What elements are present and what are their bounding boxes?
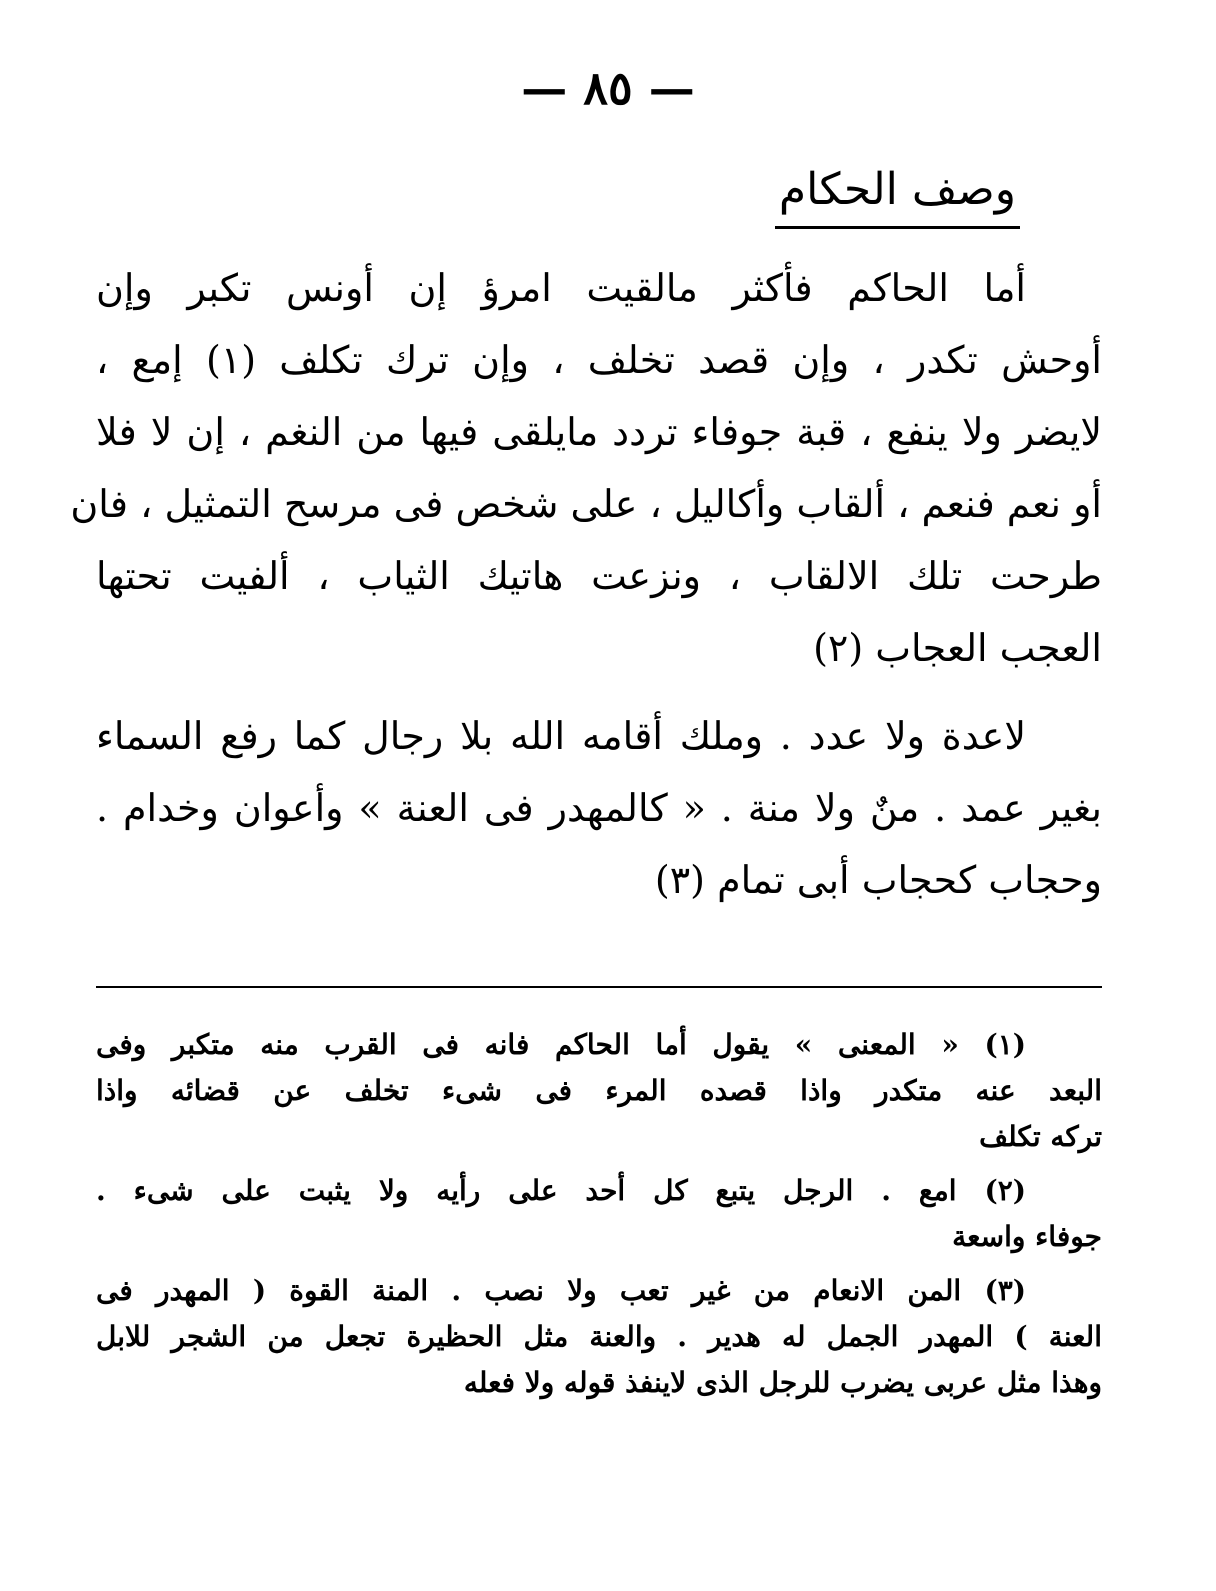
footnote-line: العنة ) المهدر الجمل له هدير . والعنة مثل الحظيرة تجعل من الشجر للابل — [96, 1320, 1102, 1353]
footnote-line: (٣) المن الانعام من غير تعب ولا نصب . المنة القوة ( المهدر فى — [96, 1274, 1026, 1307]
footnote-line: (١) « المعنى » يقول أما الحاكم فانه فى القرب منه متكبر وفى — [96, 1028, 1026, 1061]
paragraph-2 — [96, 700, 1102, 916]
footnote-line: تركه تكلف — [979, 1120, 1102, 1153]
footnotes — [96, 1022, 1102, 1406]
footnote-line: جوفاء واسعة — [952, 1220, 1102, 1253]
paragraph-1 — [70, 252, 1102, 684]
footnote-2 — [96, 1168, 1102, 1260]
text-line: وحجاب كحجاب أبى تمام (٣) — [654, 858, 1102, 902]
page-number: — ٨٥ — — [521, 61, 695, 115]
footnote-line: البعد عنه متكدر واذا قصده المرء فى شىء تخلف عن قضائه واذا — [96, 1074, 1102, 1107]
text-line: العجب العجاب (٢) — [813, 626, 1102, 670]
footnote-separator — [96, 986, 1102, 988]
footnote-1 — [96, 1022, 1102, 1160]
text-line: طرحت تلك الالقاب ، ونزعت هاتيك الثياب ، ألفيت تحتها — [96, 554, 1102, 598]
text-line: بغير عمد . منٌ ولا منة . « كالمهدر فى العنة » وأعوان وخدام . — [96, 786, 1102, 830]
section-title: وصف الحكام — [775, 160, 1020, 229]
text-line: لاعدة ولا عدد . وملك أقامه الله بلا رجال كما رفع السماء — [96, 714, 1026, 758]
footnote-line: وهذا مثل عربى يضرب للرجل الذى لاينفذ قوله ولا فعله — [463, 1366, 1102, 1399]
text-line: أوحش تكدر ، وإن قصد تخلف ، وإن ترك تكلف (١) إمع ، — [96, 338, 1102, 382]
text-line: أو نعم فنعم ، ألقاب وأكاليل ، على شخص فى مرسح التمثيل ، فان — [70, 482, 1102, 526]
text-line: لايضر ولا ينفع ، قبة جوفاء تردد مايلقى فيها من النغم ، إن لا فلا — [96, 410, 1102, 454]
footnote-line: (٢) امع . الرجل يتبع كل أحد على رأيه ولا يثبت على شىء . — [96, 1174, 1026, 1207]
footnote-3 — [96, 1268, 1102, 1406]
text-line: أما الحاكم فأكثر مالقيت امرؤ إن أونس تكبر وإن — [96, 266, 1026, 310]
